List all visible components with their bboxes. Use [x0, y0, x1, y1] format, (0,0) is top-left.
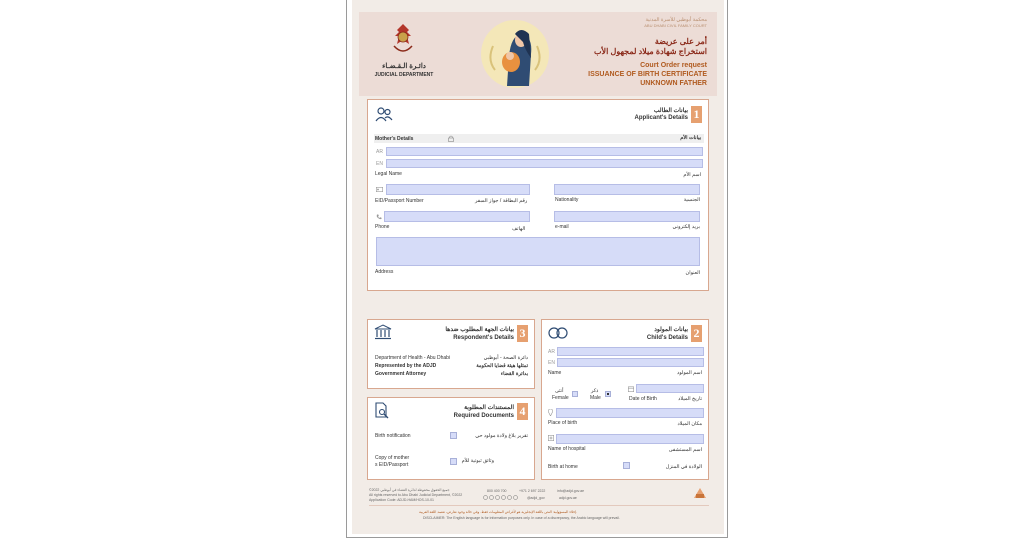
nationality-input[interactable] [554, 184, 700, 195]
form-title-en-1: Court Order request [640, 62, 707, 69]
address-label-en: Address [375, 269, 394, 275]
male-label-ar: ذكر [591, 388, 599, 394]
section-number-2: 2 [691, 325, 702, 342]
date-of-birth-input[interactable] [636, 384, 704, 393]
doc-birth-notification-label-ar: تقرير بلاغ ولادة مولود حي [475, 433, 528, 439]
place-of-birth-input[interactable] [556, 408, 704, 418]
respondent-line2-ar: تمثلها هيئة قضايا الحكومة [476, 363, 528, 369]
hospital-label-ar: اسم المستشفى [668, 447, 702, 453]
documents-title-en: Required Documents [453, 413, 514, 419]
form-title-en-2: ISSUANCE OF BIRTH CERTIFICATE [588, 71, 707, 78]
court-name-ar: محكمة أبوظبي للأسرة المدنية [645, 17, 707, 23]
dept-name-en: JUDICIAL DEPARTMENT [374, 72, 434, 78]
respondent-title-ar: بيانات الجهة المطلوب ضدها [445, 327, 514, 333]
form-title-ar-1: أمر على عريضة [654, 37, 707, 46]
eid-label-en: EID/Passport Number [375, 198, 424, 204]
address-label-ar: العنوان [685, 270, 700, 276]
respondent-line3-ar: بدائرة القضاء [500, 371, 528, 377]
child-title-ar: بيانات المولود [654, 327, 688, 333]
social-icons-row-icon [483, 495, 523, 500]
respondent-line1-ar: دائرة الصحة - أبوظبي [483, 355, 528, 361]
respondent-title-en: Respondent's Details [453, 335, 514, 341]
footer-website[interactable]: adjd.gov.ae [559, 496, 577, 500]
respondent-line2-en: Represented by the ADJD [375, 363, 437, 369]
id-card-icon [376, 187, 383, 192]
doc-birth-notification-checkbox[interactable] [450, 432, 457, 439]
female-checkbox[interactable] [572, 391, 578, 397]
doc-mother-eid-label-ar: وثائق ثبوتية للأم [461, 458, 494, 464]
child-title-en: Child's Details [646, 335, 688, 341]
footer-logo-icon [693, 487, 707, 499]
phone-label-en: Phone [375, 224, 390, 230]
footer-email[interactable]: info@adjd.gov.ae [557, 489, 585, 493]
doc-birth-notification-label-en: Birth notification [375, 433, 411, 439]
email-label-ar: بريد إلكتروني [672, 224, 700, 230]
building-icon [374, 324, 392, 340]
footer-divider [369, 505, 709, 506]
form-header [359, 12, 717, 96]
birth-at-home-label-ar: الولادة في المنزل [665, 464, 702, 470]
child-name-en-input[interactable] [557, 358, 704, 367]
footer-copyright-en: All rights reserved to Abu Dhabi Judicial Department, ©2022 [369, 493, 463, 497]
doc-mother-eid-label-en-2: s EID/Passport [375, 462, 409, 468]
legal-name-label-ar: اسم الأم [683, 172, 701, 178]
male-checkbox[interactable] [605, 391, 611, 397]
child-section [541, 319, 709, 480]
eid-passport-input[interactable] [386, 184, 530, 195]
dob-label-en: Date of Birth [629, 396, 657, 402]
en-tag: EN [376, 161, 383, 167]
footer-phone-2[interactable]: +971 2 697 2222 [519, 489, 546, 493]
location-pin-icon [548, 409, 553, 416]
footer-social[interactable]: @adjd_gov [527, 496, 545, 500]
falcon-emblem-icon [389, 22, 417, 58]
users-icon [375, 106, 393, 122]
nationality-label-ar: الجنسية [683, 197, 700, 203]
email-input[interactable] [554, 211, 700, 222]
eid-label-ar: رقم البطاقة / جواز السفر [475, 198, 528, 204]
form-sheet [346, 0, 728, 538]
legal-name-ar-input[interactable] [386, 147, 703, 156]
dob-label-ar: تاريخ الميلاد [678, 396, 702, 402]
child-name-label-en: Name [548, 370, 562, 376]
male-label-en: Male [590, 395, 601, 401]
footer-disclaimer-en: DISCLAIMER: The English language is for information purposes only. In case of a discrepancy, the Arabic language will prevail. [423, 516, 620, 520]
birth-at-home-checkbox[interactable] [623, 462, 630, 469]
doc-mother-eid-checkbox[interactable] [450, 458, 457, 465]
form-title-en-3: UNKNOWN FATHER [640, 80, 707, 87]
applicant-title-ar: بيانات الطالب [653, 108, 688, 114]
rings-icon [547, 326, 569, 340]
birth-at-home-label-en: Birth at home [548, 464, 578, 470]
child-name-ar-input[interactable] [557, 347, 704, 356]
pob-label-en: Place of birth [548, 420, 578, 426]
court-name-en: ABU DHABI CIVIL FAMILY COURT [644, 23, 707, 28]
calendar-icon [628, 386, 634, 392]
mothers-details-label-ar: بيانات الأم [680, 135, 701, 141]
documents-section [367, 397, 535, 480]
section-number-3: 3 [517, 325, 528, 342]
section-number-4: 4 [517, 403, 528, 420]
footer-disclaimer-ar: إخلاء المسؤولية: النص باللغة الإنجليزية هو لأغراض المعلومات فقط. وفي حالة وجود تعارض، تعتمد اللغة العربية. [419, 510, 578, 514]
child-ar-tag: AR [548, 349, 555, 355]
applicant-section [367, 99, 709, 291]
female-label-ar: أنثى [555, 388, 564, 394]
mothers-details-bar [374, 134, 704, 143]
pob-label-ar: مكان الميلاد [677, 421, 702, 427]
phone-input[interactable] [384, 211, 530, 222]
documents-title-ar: المستندات المطلوبة [464, 405, 514, 411]
respondent-line3-en: Government Attorney [375, 371, 427, 377]
dept-name-ar: دائـرة الـقـضـاء [382, 63, 426, 70]
female-label-en: Female [552, 395, 569, 401]
respondent-section [367, 319, 535, 389]
phone-icon [376, 214, 382, 220]
form-title-ar-2: استخراج شهادة ميلاد لمجهول الأب [594, 47, 707, 56]
email-label-en: e-mail [555, 224, 569, 230]
legal-name-label-en: Legal Name [375, 171, 402, 177]
hospital-name-input[interactable] [556, 434, 704, 444]
child-en-tag: EN [548, 360, 555, 366]
footer-phone[interactable]: 800 400 700 [487, 489, 507, 493]
hospital-label-en: Name of hospital [548, 446, 586, 452]
address-input[interactable] [376, 237, 700, 266]
mother-child-illustration-icon [477, 16, 553, 92]
hospital-icon [548, 435, 554, 441]
applicant-title-en: Applicant's Details [634, 115, 688, 121]
legal-name-en-input[interactable] [386, 159, 703, 168]
respondent-line1-en: Department of Health - Abu Dhabi [375, 355, 451, 361]
lock-icon [448, 135, 454, 142]
document-search-icon [374, 402, 390, 419]
child-name-label-ar: اسم المولود [676, 370, 702, 376]
section-number-1: 1 [691, 106, 702, 123]
ar-tag: AR [376, 149, 383, 155]
mothers-details-label-en: Mother's Details [375, 136, 414, 142]
nationality-label-en: Nationality [555, 197, 579, 203]
doc-mother-eid-label-en-1: Copy of mother [375, 455, 410, 461]
phone-label-ar: الهاتف [512, 226, 526, 232]
footer-app-code: Application Code: ADJD-HAM/HOS-10-01 [369, 498, 434, 502]
footer-copyright-ar: ©2022 جميع الحقوق محفوظة لدائرة القضاء في أبوظبي [369, 488, 450, 492]
